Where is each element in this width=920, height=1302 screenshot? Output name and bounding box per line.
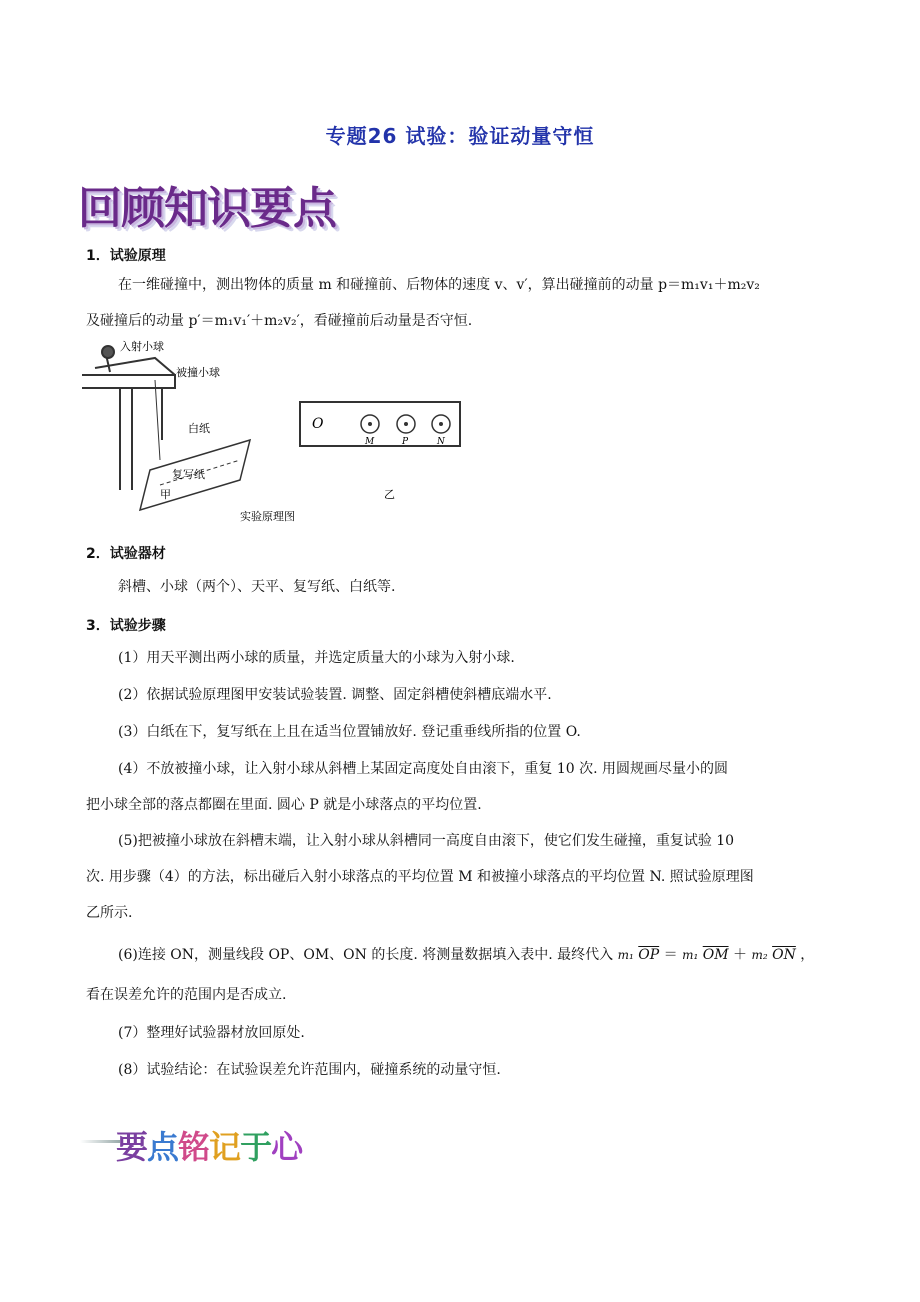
banner-underline — [80, 1140, 120, 1143]
point-p: P — [402, 437, 409, 447]
step-4b: 把小球全部的落点都圈在里面. 圆心 P 就是小球落点的平均位置. — [86, 797, 482, 813]
section3-heading: 3．试验步骤 — [86, 618, 166, 634]
section1-heading: 1．试验原理 — [86, 248, 166, 264]
page-title: 专题26 试验：验证动量守恒 — [325, 124, 595, 148]
point-n: N — [437, 437, 445, 447]
point-m: M — [365, 437, 375, 447]
formula-m2: m₂ — [751, 948, 768, 962]
formula-on: $\overline{ON}$ — [772, 947, 796, 963]
section2-heading: 2．试验器材 — [86, 546, 166, 562]
formula-eq: ＝ — [663, 947, 678, 963]
step-7: (7）整理好试验器材放回原处. — [118, 1025, 305, 1041]
remember-char-3: 铭 — [178, 1128, 210, 1166]
remember-banner — [116, 1122, 302, 1168]
experiment-figure — [80, 340, 480, 530]
remember-char-2: 点 — [147, 1128, 179, 1166]
formula-end: ， — [800, 947, 815, 963]
step-8: (8）试验结论：在试验误差允许范围内，碰撞系统的动量守恒. — [118, 1062, 501, 1078]
section2-text: 斜槽、小球（两个）、天平、复写纸、白纸等. — [118, 579, 396, 595]
step-4a: (4）不放被撞小球，让入射小球从斜槽上某固定高度处自由滚下，重复 10 次. 用圆规画尽量小的圆 — [118, 761, 728, 777]
fig-label-jia: 甲 — [160, 488, 171, 501]
step-5a: (5)把被撞小球放在斜槽末端，让入射小球从斜槽同一高度自由滚下，使它们发生碰撞，重复试验 10 — [118, 833, 735, 849]
remember-char-4: 记 — [209, 1128, 241, 1166]
fig-label-incident: 入射小球 — [120, 340, 164, 353]
review-banner: 回顾知识要点 — [78, 183, 336, 234]
formula-om: $\overline{OM}$ — [702, 947, 729, 963]
formula-m1b: m₁ — [682, 948, 699, 962]
fig-label-yi: 乙 — [384, 488, 395, 501]
step-3: (3）白纸在下，复写纸在上且在适当位置铺放好. 登记重垂线所指的位置 O. — [118, 724, 581, 740]
section1-line2: 及碰撞后的动量 p′＝m₁v₁′＋m₂v₂′，看碰撞前后动量是否守恒. — [86, 313, 473, 329]
step-5b: 次. 用步骤（4）的方法，标出碰后入射小球落点的平均位置 M 和被撞小球落点的平均位置 N. 照试验原理图 — [86, 869, 754, 885]
point-o: O — [312, 416, 324, 432]
fig-label-white-paper: 白纸 — [188, 422, 210, 435]
step-1: (1）用天平测出两小球的质量，并选定质量大的小球为入射小球. — [118, 650, 515, 666]
remember-char-5: 于 — [240, 1128, 272, 1166]
formula-plus: ＋ — [733, 947, 747, 963]
fig-label-target: 被撞小球 — [176, 366, 220, 379]
step-2: (2）依据试验原理图甲安装试验装置. 调整、固定斜槽使斜槽底端水平. — [118, 687, 552, 703]
remember-char-6: 心 — [271, 1128, 303, 1166]
incident-ball-icon — [102, 346, 114, 358]
figure-caption: 实验原理图 — [240, 510, 295, 523]
formula-m1a: m₁ — [617, 948, 634, 962]
step-5c: 乙所示. — [86, 905, 133, 921]
formula-op: $\overline{OP}$ — [638, 947, 660, 963]
step-6b: 看在误差允许的范围内是否成立. — [86, 987, 287, 1003]
step-6a — [118, 940, 814, 970]
section1-line1: 在一维碰撞中，测出物体的质量 m 和碰撞前、后物体的速度 v、v′，算出碰撞前的动量 p＝m₁v₁＋m₂v₂ — [118, 277, 760, 293]
step-6-text: (6)连接 ON，测量线段 OP、OM、ON 的长度. 将测量数据填入表中. 最终代入 — [118, 947, 614, 963]
remember-char-1: 要 — [116, 1128, 148, 1166]
fig-label-carbon-paper: 复写纸 — [172, 468, 205, 481]
